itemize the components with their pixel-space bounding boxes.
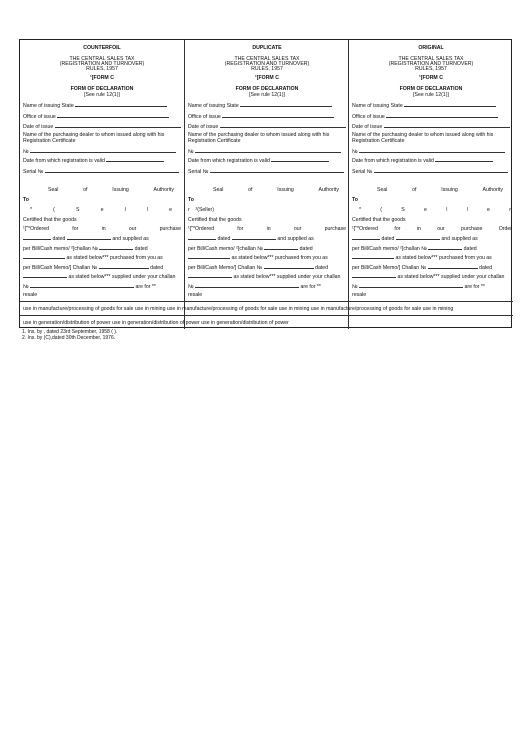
are-for-field[interactable] <box>352 283 485 290</box>
valid-from-label: Date from which registration is valid <box>188 158 270 164</box>
issuing-state-label: Name of issuing State <box>23 103 74 109</box>
seal-word: Authority <box>318 187 339 193</box>
purchased-field[interactable] <box>23 254 163 261</box>
seller-glyph: r <box>509 207 511 213</box>
supplied-field[interactable] <box>352 273 504 280</box>
act-subtitle: (REGISTRATION AND TURNOVER) <box>59 61 145 67</box>
purchased-blank[interactable] <box>23 254 65 259</box>
per-bill-label: per Bill/Cash memo/ ²[challan № <box>23 246 98 252</box>
form-title: ¹[FORM C <box>419 75 443 81</box>
seller-glyph: l <box>146 207 148 213</box>
serial-no-blank[interactable] <box>374 168 508 173</box>
issuing-state-blank[interactable] <box>240 102 332 107</box>
rule-reference: [See rule 12(1)] <box>84 92 120 98</box>
certificate-no-blank[interactable] <box>195 148 341 153</box>
seal-word: of <box>412 187 417 193</box>
act-rules: RULES, 1957 <box>415 66 447 72</box>
supplied-as-label: and supplied as <box>277 236 314 242</box>
valid-from-field[interactable] <box>23 157 164 164</box>
number-sign: № <box>352 149 358 155</box>
order-word: for <box>237 226 244 232</box>
dated-label: dated <box>479 265 493 271</box>
order-word: our <box>437 226 445 232</box>
purchased-label: as stated below*** purchased from you as <box>395 255 492 261</box>
seal-line <box>48 187 174 193</box>
order-word: for <box>72 226 79 232</box>
number-sign: № <box>352 284 358 290</box>
order-word: our <box>128 226 137 232</box>
supplied-label: as stated below*** supplied under your challan <box>233 274 341 280</box>
seller-glyph: ( <box>380 207 383 213</box>
certificate-no-blank[interactable] <box>359 148 505 153</box>
original-column <box>348 40 513 329</box>
are-for-field[interactable] <box>188 283 321 290</box>
certificate-no-field[interactable] <box>188 148 341 155</box>
certified-label: Certified that the goods <box>352 217 406 223</box>
date-of-issue-field[interactable] <box>188 123 346 130</box>
office-of-issue-field[interactable] <box>352 113 498 120</box>
serial-no-blank[interactable] <box>210 168 344 173</box>
issuing-state-blank[interactable] <box>404 102 496 107</box>
supplied-field[interactable] <box>188 273 340 280</box>
issuing-state-label: Name of issuing State <box>188 103 239 109</box>
resale-label: resale <box>352 292 367 298</box>
cash-memo-blank[interactable] <box>428 264 478 269</box>
valid-from-blank[interactable] <box>435 157 493 162</box>
challan-blank[interactable] <box>428 245 462 250</box>
office-of-issue-label: Office of issue <box>352 114 385 120</box>
number-sign: № <box>23 284 29 290</box>
per-bill-label: per Bill/Cash memo/ ²[challan № <box>188 246 263 252</box>
valid-from-label: Date from which registration is valid <box>352 158 434 164</box>
supplied-as-label: and supplied as <box>441 236 478 242</box>
cash-memo-blank[interactable] <box>264 264 314 269</box>
seller-glyph: l <box>124 207 126 213</box>
seller-glyph: l <box>466 207 468 213</box>
date-of-issue-field[interactable] <box>23 123 181 130</box>
dated-blank[interactable] <box>396 235 440 240</box>
purchasing-dealer-label: Name of the purchasing dealer to whom issued along with his <box>23 132 165 138</box>
issuing-state-label: Name of issuing State <box>352 103 403 109</box>
valid-from-blank[interactable] <box>106 157 164 162</box>
serial-no-field[interactable] <box>352 168 508 175</box>
copy-title: ORIGINAL <box>418 45 444 51</box>
date-of-issue-blank[interactable] <box>220 123 346 128</box>
order-line <box>188 226 346 232</box>
rule-reference: [See rule 12(1)] <box>249 92 285 98</box>
to-label: To <box>352 197 358 203</box>
act-rules: RULES, 1957 <box>251 66 283 72</box>
certificate-no-field[interactable] <box>23 148 176 155</box>
dated-label: dated <box>134 246 148 252</box>
are-for-label: are for ** <box>135 284 156 290</box>
issuing-state-blank[interactable] <box>75 102 167 107</box>
are-for-field[interactable] <box>23 283 156 290</box>
order-word: purchase <box>159 226 181 232</box>
office-of-issue-blank[interactable] <box>57 113 169 118</box>
order-word: ¹["*Ordered <box>352 226 379 232</box>
purchasing-dealer-label: Name of the purchasing dealer to whom issued along with his <box>352 132 494 138</box>
purchasing-dealer-label: Name of the purchasing dealer to whom issued along with his <box>188 132 330 138</box>
are-for-blank[interactable] <box>195 283 299 288</box>
supplied-blank[interactable] <box>188 273 232 278</box>
counterfoil-column <box>20 40 184 329</box>
declaration-title: FORM OF DECLARATION <box>235 86 299 92</box>
order-no-blank[interactable] <box>23 235 51 240</box>
date-of-issue-blank[interactable] <box>384 123 510 128</box>
per-bill-label: per Bill/Cash memo/ ²[challan № <box>352 246 427 252</box>
valid-from-field[interactable] <box>352 157 493 164</box>
act-title: THE CENTRAL SALES TAX <box>69 56 135 62</box>
resale-label: resale <box>188 292 203 298</box>
dated-field[interactable] <box>352 235 478 242</box>
office-of-issue-label: Office of issue <box>23 114 56 120</box>
order-word: purchase <box>461 226 483 232</box>
supplied-as-label: and supplied as <box>112 236 149 242</box>
seller-line <box>188 207 214 213</box>
office-of-issue-field[interactable] <box>188 113 334 120</box>
dated-label: dated <box>299 246 313 252</box>
serial-no-field[interactable] <box>188 168 344 175</box>
date-of-issue-label: Date of issue <box>23 124 54 130</box>
act-subtitle: (REGISTRATION AND TURNOVER) <box>388 61 474 67</box>
form-title: ¹[FORM C <box>90 75 114 81</box>
valid-from-blank[interactable] <box>271 157 329 162</box>
dated-label: dated <box>315 265 329 271</box>
seal-word: of <box>248 187 253 193</box>
act-title: THE CENTRAL SALES TAX <box>234 56 300 62</box>
seal-word: of <box>83 187 88 193</box>
registration-certificate-label: Registration Certificate <box>352 138 405 144</box>
seller-glyph: * <box>30 207 33 213</box>
purchased-label: as stated below*** purchased from you as <box>231 255 328 261</box>
are-for-blank[interactable] <box>30 283 134 288</box>
cash-memo-field[interactable] <box>23 264 163 271</box>
dated-blank[interactable] <box>67 235 111 240</box>
number-sign: № <box>188 284 194 290</box>
seal-word: Issuing <box>441 187 458 193</box>
seal-word: Seal <box>377 187 388 193</box>
seller-glyph: ²(Seller) <box>195 207 214 213</box>
certified-label: Certified that the goods <box>23 217 77 223</box>
seller-glyph: l <box>446 207 448 213</box>
dated-field[interactable] <box>188 235 314 242</box>
act-rules: RULES, 1957 <box>86 66 118 72</box>
dated-label: dated <box>381 236 395 242</box>
dated-label: dated <box>52 236 66 242</box>
seller-glyph: S <box>401 207 405 213</box>
issuing-state-field[interactable] <box>23 102 167 109</box>
order-word: for <box>394 226 401 232</box>
registration-certificate-label: Registration Certificate <box>23 138 76 144</box>
seal-line <box>377 187 503 193</box>
serial-no-blank[interactable] <box>45 168 179 173</box>
serial-no-field[interactable] <box>23 168 179 175</box>
seller-glyph: e <box>487 207 490 213</box>
supplied-field[interactable] <box>23 273 175 280</box>
office-of-issue-field[interactable] <box>23 113 169 120</box>
serial-no-label: Serial № <box>23 169 44 175</box>
rule-reference: [See rule 12(1)] <box>413 92 449 98</box>
supplied-blank[interactable] <box>352 273 396 278</box>
seal-word: Seal <box>48 187 59 193</box>
purchased-blank[interactable] <box>188 254 230 259</box>
order-word: ¹["*Ordered <box>23 226 50 232</box>
are-for-label: are for ** <box>464 284 485 290</box>
act-subtitle: (REGISTRATION AND TURNOVER) <box>224 61 310 67</box>
serial-no-label: Serial № <box>188 169 209 175</box>
seller-glyph: e <box>424 207 427 213</box>
seller-glyph: e <box>100 207 104 213</box>
order-line <box>23 226 181 232</box>
order-no-blank[interactable] <box>188 235 216 240</box>
office-of-issue-blank[interactable] <box>222 113 334 118</box>
number-sign: № <box>23 149 29 155</box>
seller-glyph: ( <box>53 207 55 213</box>
copy-title: COUNTERFOIL <box>83 45 121 51</box>
challan-field[interactable] <box>188 245 313 252</box>
date-of-issue-blank[interactable] <box>55 123 181 128</box>
distribution-use-line: use in generation/distribution of power use in generation/distribution of power use in generation/distribution of power <box>23 320 289 326</box>
to-label: To <box>188 197 194 203</box>
to-label: To <box>23 197 29 203</box>
date-of-issue-label: Date of issue <box>188 124 219 130</box>
seller-glyph: e <box>169 207 172 213</box>
cash-memo-blank[interactable] <box>99 264 149 269</box>
divider-line <box>20 315 513 316</box>
number-sign: № <box>188 149 194 155</box>
cash-memo-field[interactable] <box>352 264 492 271</box>
date-of-issue-field[interactable] <box>352 123 510 130</box>
order-word: in <box>101 226 106 232</box>
seller-glyph: r <box>188 207 190 213</box>
order-word: our <box>293 226 302 232</box>
duplicate-column <box>184 40 349 329</box>
cash-memo-field[interactable] <box>188 264 328 271</box>
seller-glyph: * <box>359 207 362 213</box>
form-c-sheet <box>19 39 512 328</box>
seal-word: Issuing <box>277 187 294 193</box>
declaration-title: FORM OF DECLARATION <box>399 86 463 92</box>
dated-label: dated <box>463 246 477 252</box>
are-for-label: are for ** <box>300 284 321 290</box>
order-word: in <box>416 226 421 232</box>
purchased-field[interactable] <box>188 254 328 261</box>
issuing-state-field[interactable] <box>352 102 496 109</box>
office-of-issue-label: Office of issue <box>188 114 221 120</box>
seller-line <box>30 207 172 213</box>
seller-glyph: S <box>75 207 80 213</box>
date-of-issue-label: Date of issue <box>352 124 383 130</box>
order-word: in <box>266 226 271 232</box>
order-word: ¹["*Ordered <box>188 226 215 232</box>
supplied-blank[interactable] <box>23 273 67 278</box>
issuing-state-field[interactable] <box>188 102 332 109</box>
purchased-blank[interactable] <box>352 254 394 259</box>
act-title: THE CENTRAL SALES TAX <box>398 56 464 62</box>
purchased-field[interactable] <box>352 254 492 261</box>
valid-from-field[interactable] <box>188 157 329 164</box>
certificate-no-blank[interactable] <box>30 148 176 153</box>
seal-word: Authority <box>482 187 503 193</box>
purchased-label: as stated below*** purchased from you as <box>66 255 163 261</box>
order-line <box>352 226 512 232</box>
order-word: purchase <box>324 226 346 232</box>
order-no-blank[interactable] <box>352 235 380 240</box>
seal-line <box>213 187 339 193</box>
certificate-no-field[interactable] <box>352 148 505 155</box>
manufacture-use-line: use in manufacture/processing of goods for sale use in mining use in manufacture/processing of goods for sale use in mining use in manufacture/processing of goods for sale use in mining <box>23 306 454 312</box>
office-of-issue-blank[interactable] <box>386 113 498 118</box>
divider-line <box>20 301 513 302</box>
supplied-label: as stated below*** supplied under your challan <box>397 274 505 280</box>
dated-label: dated <box>217 236 231 242</box>
dated-blank[interactable] <box>232 235 276 240</box>
form-title: ¹[FORM C <box>255 75 279 81</box>
challan-blank[interactable] <box>99 245 133 250</box>
challan-field[interactable] <box>352 245 477 252</box>
resale-label: resale <box>23 292 38 298</box>
supplied-label: as stated below*** supplied under your challan <box>68 274 176 280</box>
footnote-1: 1. Ins. by , dated 23rd September, 1958 ( ). <box>22 329 118 335</box>
dated-field[interactable] <box>23 235 149 242</box>
are-for-blank[interactable] <box>359 283 463 288</box>
dated-label: dated <box>150 265 164 271</box>
certified-label: Certified that the goods <box>188 217 242 223</box>
challan-blank[interactable] <box>264 245 298 250</box>
seller-line <box>359 207 511 213</box>
challan-field[interactable] <box>23 245 148 252</box>
order-word: Order <box>498 226 512 232</box>
seal-word: Issuing <box>112 187 129 193</box>
valid-from-label: Date from which registration is valid <box>23 158 105 164</box>
per-bill-label: per Bill/Cash Memo/] Challan № <box>352 265 427 271</box>
seal-word: Seal <box>213 187 224 193</box>
serial-no-label: Serial № <box>352 169 373 175</box>
registration-certificate-label: Registration Certificate <box>188 138 241 144</box>
per-bill-label: per Bill/Cash Memo/] Challan № <box>23 265 98 271</box>
footnote-2: 2. Ins. by (C),dated 30th December, 1976. <box>22 335 116 341</box>
copy-title: DUPLICATE <box>252 45 282 51</box>
per-bill-label: per Bill/Cash Memo/] Challan № <box>188 265 263 271</box>
seal-word: Authority <box>153 187 174 193</box>
declaration-title: FORM OF DECLARATION <box>70 86 134 92</box>
